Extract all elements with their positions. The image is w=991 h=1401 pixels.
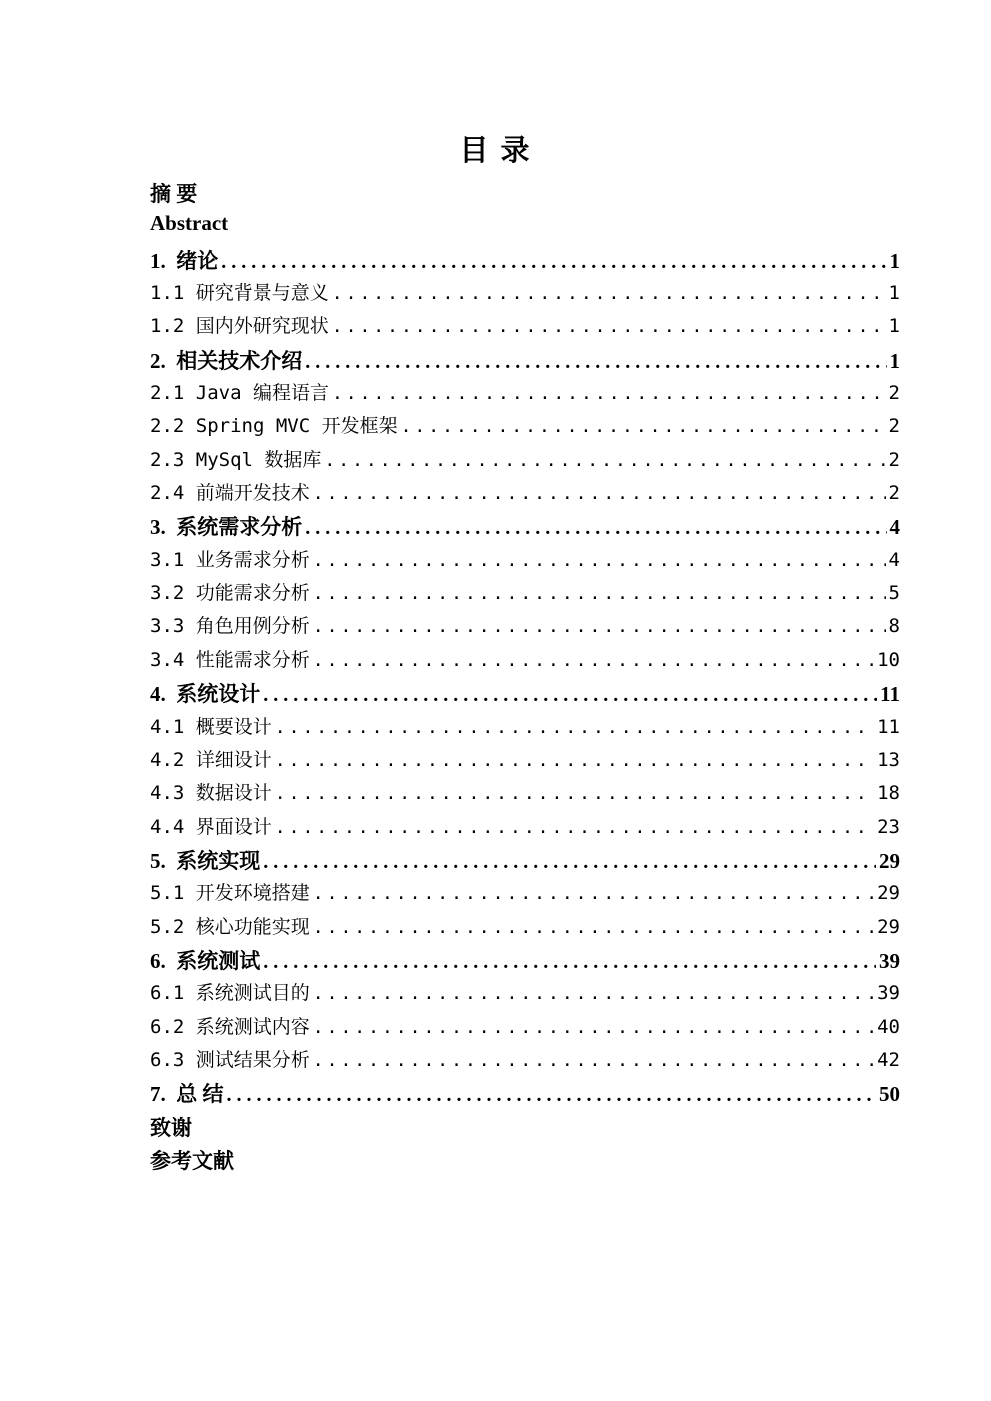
toc-entry-page: 10 <box>877 648 900 671</box>
toc-entry-page: 2 <box>888 382 900 405</box>
toc-entry <box>150 678 900 711</box>
toc-entry-label: 1.1 研究背景与意义 <box>150 282 329 305</box>
toc-entry <box>150 1078 900 1111</box>
toc-entry-page: 42 <box>877 1048 900 1071</box>
toc-leader-dots <box>313 616 886 637</box>
toc-leader-dots <box>275 750 874 771</box>
toc-entry <box>150 1112 900 1145</box>
toc-entry-label: 2.2 Spring MVC 开发框架 <box>150 415 398 438</box>
toc-entry-label: 5.2 核心功能实现 <box>150 915 310 938</box>
toc-entry-page: 1 <box>888 282 900 305</box>
toc-entry-page: 1 <box>889 348 900 373</box>
toc-entry-label: 4.2 详细设计 <box>150 748 272 771</box>
toc-entry-label: Abstract <box>150 211 229 236</box>
toc-entry-page: 1 <box>888 315 900 338</box>
toc-entry-label: 3. 系统需求分析 <box>150 515 303 540</box>
toc-leader-dots <box>313 1050 874 1071</box>
page-title: 目 录 <box>459 135 532 167</box>
toc-leader-dots <box>227 1084 877 1107</box>
toc-leader-dots <box>313 917 874 938</box>
toc-leader-dots <box>313 583 886 604</box>
toc-entry <box>150 511 900 544</box>
toc-entry-label: 6.3 测试结果分析 <box>150 1048 310 1071</box>
toc-entry-page: 29 <box>879 848 900 873</box>
toc-entry <box>150 478 900 511</box>
toc-leader-dots <box>324 450 885 471</box>
toc-leader-dots <box>275 717 874 738</box>
toc-entry-label: 4.3 数据设计 <box>150 782 272 805</box>
toc-entry <box>150 645 900 678</box>
toc-leader-dots <box>332 316 886 337</box>
toc-entry-label: 6.1 系统测试目的 <box>150 982 310 1005</box>
toc-leader-dots <box>313 983 874 1004</box>
toc-entry-label: 3.1 业务需求分析 <box>150 548 310 571</box>
toc-entry <box>150 278 900 311</box>
toc-leader-dots <box>263 684 877 707</box>
toc-entry-label: 7. 总 结 <box>150 1082 224 1107</box>
toc-entry-page: 5 <box>888 582 900 605</box>
toc-entry <box>150 1145 900 1178</box>
toc-entry-label: 3.2 功能需求分析 <box>150 582 310 605</box>
toc-leader-dots <box>275 817 874 838</box>
toc-entry-label: 致谢 <box>150 1115 192 1140</box>
toc-entry-label: 6. 系统测试 <box>150 948 261 973</box>
toc-entry <box>150 578 900 611</box>
toc-leader-dots <box>221 251 886 274</box>
toc-entry-page: 2 <box>888 448 900 471</box>
toc-leader-dots <box>263 951 876 974</box>
toc-entry-label: 6.2 系统测试内容 <box>150 1015 310 1038</box>
toc-entry <box>150 812 900 845</box>
toc-entry-label: 4.4 界面设计 <box>150 815 272 838</box>
toc-entry-label: 2. 相关技术介绍 <box>150 348 303 373</box>
toc-leader-dots <box>305 517 886 540</box>
toc-leader-dots <box>313 650 874 671</box>
toc-entry <box>150 345 900 378</box>
toc-entry <box>150 778 900 811</box>
toc-entry <box>150 978 900 1011</box>
toc-entry <box>150 545 900 578</box>
toc-entry <box>150 878 900 911</box>
toc-entry-label: 2.3 MySql 数据库 <box>150 448 322 471</box>
toc-entry-label: 1.2 国内外研究现状 <box>150 315 329 338</box>
table-of-contents <box>150 178 900 1178</box>
toc-entry-label: 3.3 角色用例分析 <box>150 615 310 638</box>
toc-leader-dots <box>275 783 874 804</box>
toc-leader-dots <box>313 550 886 571</box>
toc-entry <box>150 245 900 278</box>
toc-entry <box>150 745 900 778</box>
toc-entry-page: 39 <box>879 948 900 973</box>
toc-entry-label: 1. 绪论 <box>150 248 219 273</box>
toc-entry-page: 50 <box>879 1082 900 1107</box>
toc-leader-dots <box>313 883 874 904</box>
toc-entry-page: 23 <box>877 815 900 838</box>
toc-entry-label: 4.1 概要设计 <box>150 715 272 738</box>
toc-entry-label: 2.4 前端开发技术 <box>150 482 310 505</box>
toc-entry-label: 摘 要 <box>150 182 198 206</box>
toc-entry-page: 29 <box>877 915 900 938</box>
toc-entry <box>150 611 900 644</box>
toc-entry <box>150 845 900 878</box>
toc-entry-label: 2.1 Java 编程语言 <box>150 382 329 405</box>
toc-entry-page: 18 <box>877 782 900 805</box>
toc-entry-page: 39 <box>877 982 900 1005</box>
toc-entry-page: 11 <box>880 682 900 707</box>
toc-entry-page: 8 <box>888 615 900 638</box>
toc-entry <box>150 445 900 478</box>
toc-entry <box>150 1012 900 1045</box>
toc-entry <box>150 411 900 444</box>
toc-entry <box>150 378 900 411</box>
toc-entry <box>150 1045 900 1078</box>
toc-entry-page: 4 <box>889 515 900 540</box>
toc-entry <box>150 178 900 211</box>
toc-entry-page: 4 <box>888 548 900 571</box>
toc-entry-page: 1 <box>889 248 900 273</box>
toc-entry-page: 29 <box>877 882 900 905</box>
toc-entry-label: 3.4 性能需求分析 <box>150 648 310 671</box>
toc-leader-dots <box>263 851 876 874</box>
toc-entry <box>150 945 900 978</box>
toc-entry-page: 13 <box>877 748 900 771</box>
toc-leader-dots <box>313 1017 874 1038</box>
toc-leader-dots <box>332 383 886 404</box>
toc-entry <box>150 912 900 945</box>
toc-leader-dots <box>332 283 886 304</box>
toc-entry-label: 4. 系统设计 <box>150 682 261 707</box>
toc-entry-label: 参考文献 <box>150 1148 234 1173</box>
toc-entry <box>150 311 900 344</box>
toc-entry <box>150 211 900 244</box>
toc-leader-dots <box>313 483 886 504</box>
toc-entry-label: 5.1 开发环境搭建 <box>150 882 310 905</box>
toc-entry-page: 2 <box>888 415 900 438</box>
toc-entry-page: 40 <box>877 1015 900 1038</box>
toc-entry-page: 2 <box>888 482 900 505</box>
toc-leader-dots <box>305 351 886 374</box>
toc-entry-label: 5. 系统实现 <box>150 848 261 873</box>
toc-entry <box>150 712 900 745</box>
toc-leader-dots <box>401 416 886 437</box>
toc-entry-page: 11 <box>877 715 900 738</box>
